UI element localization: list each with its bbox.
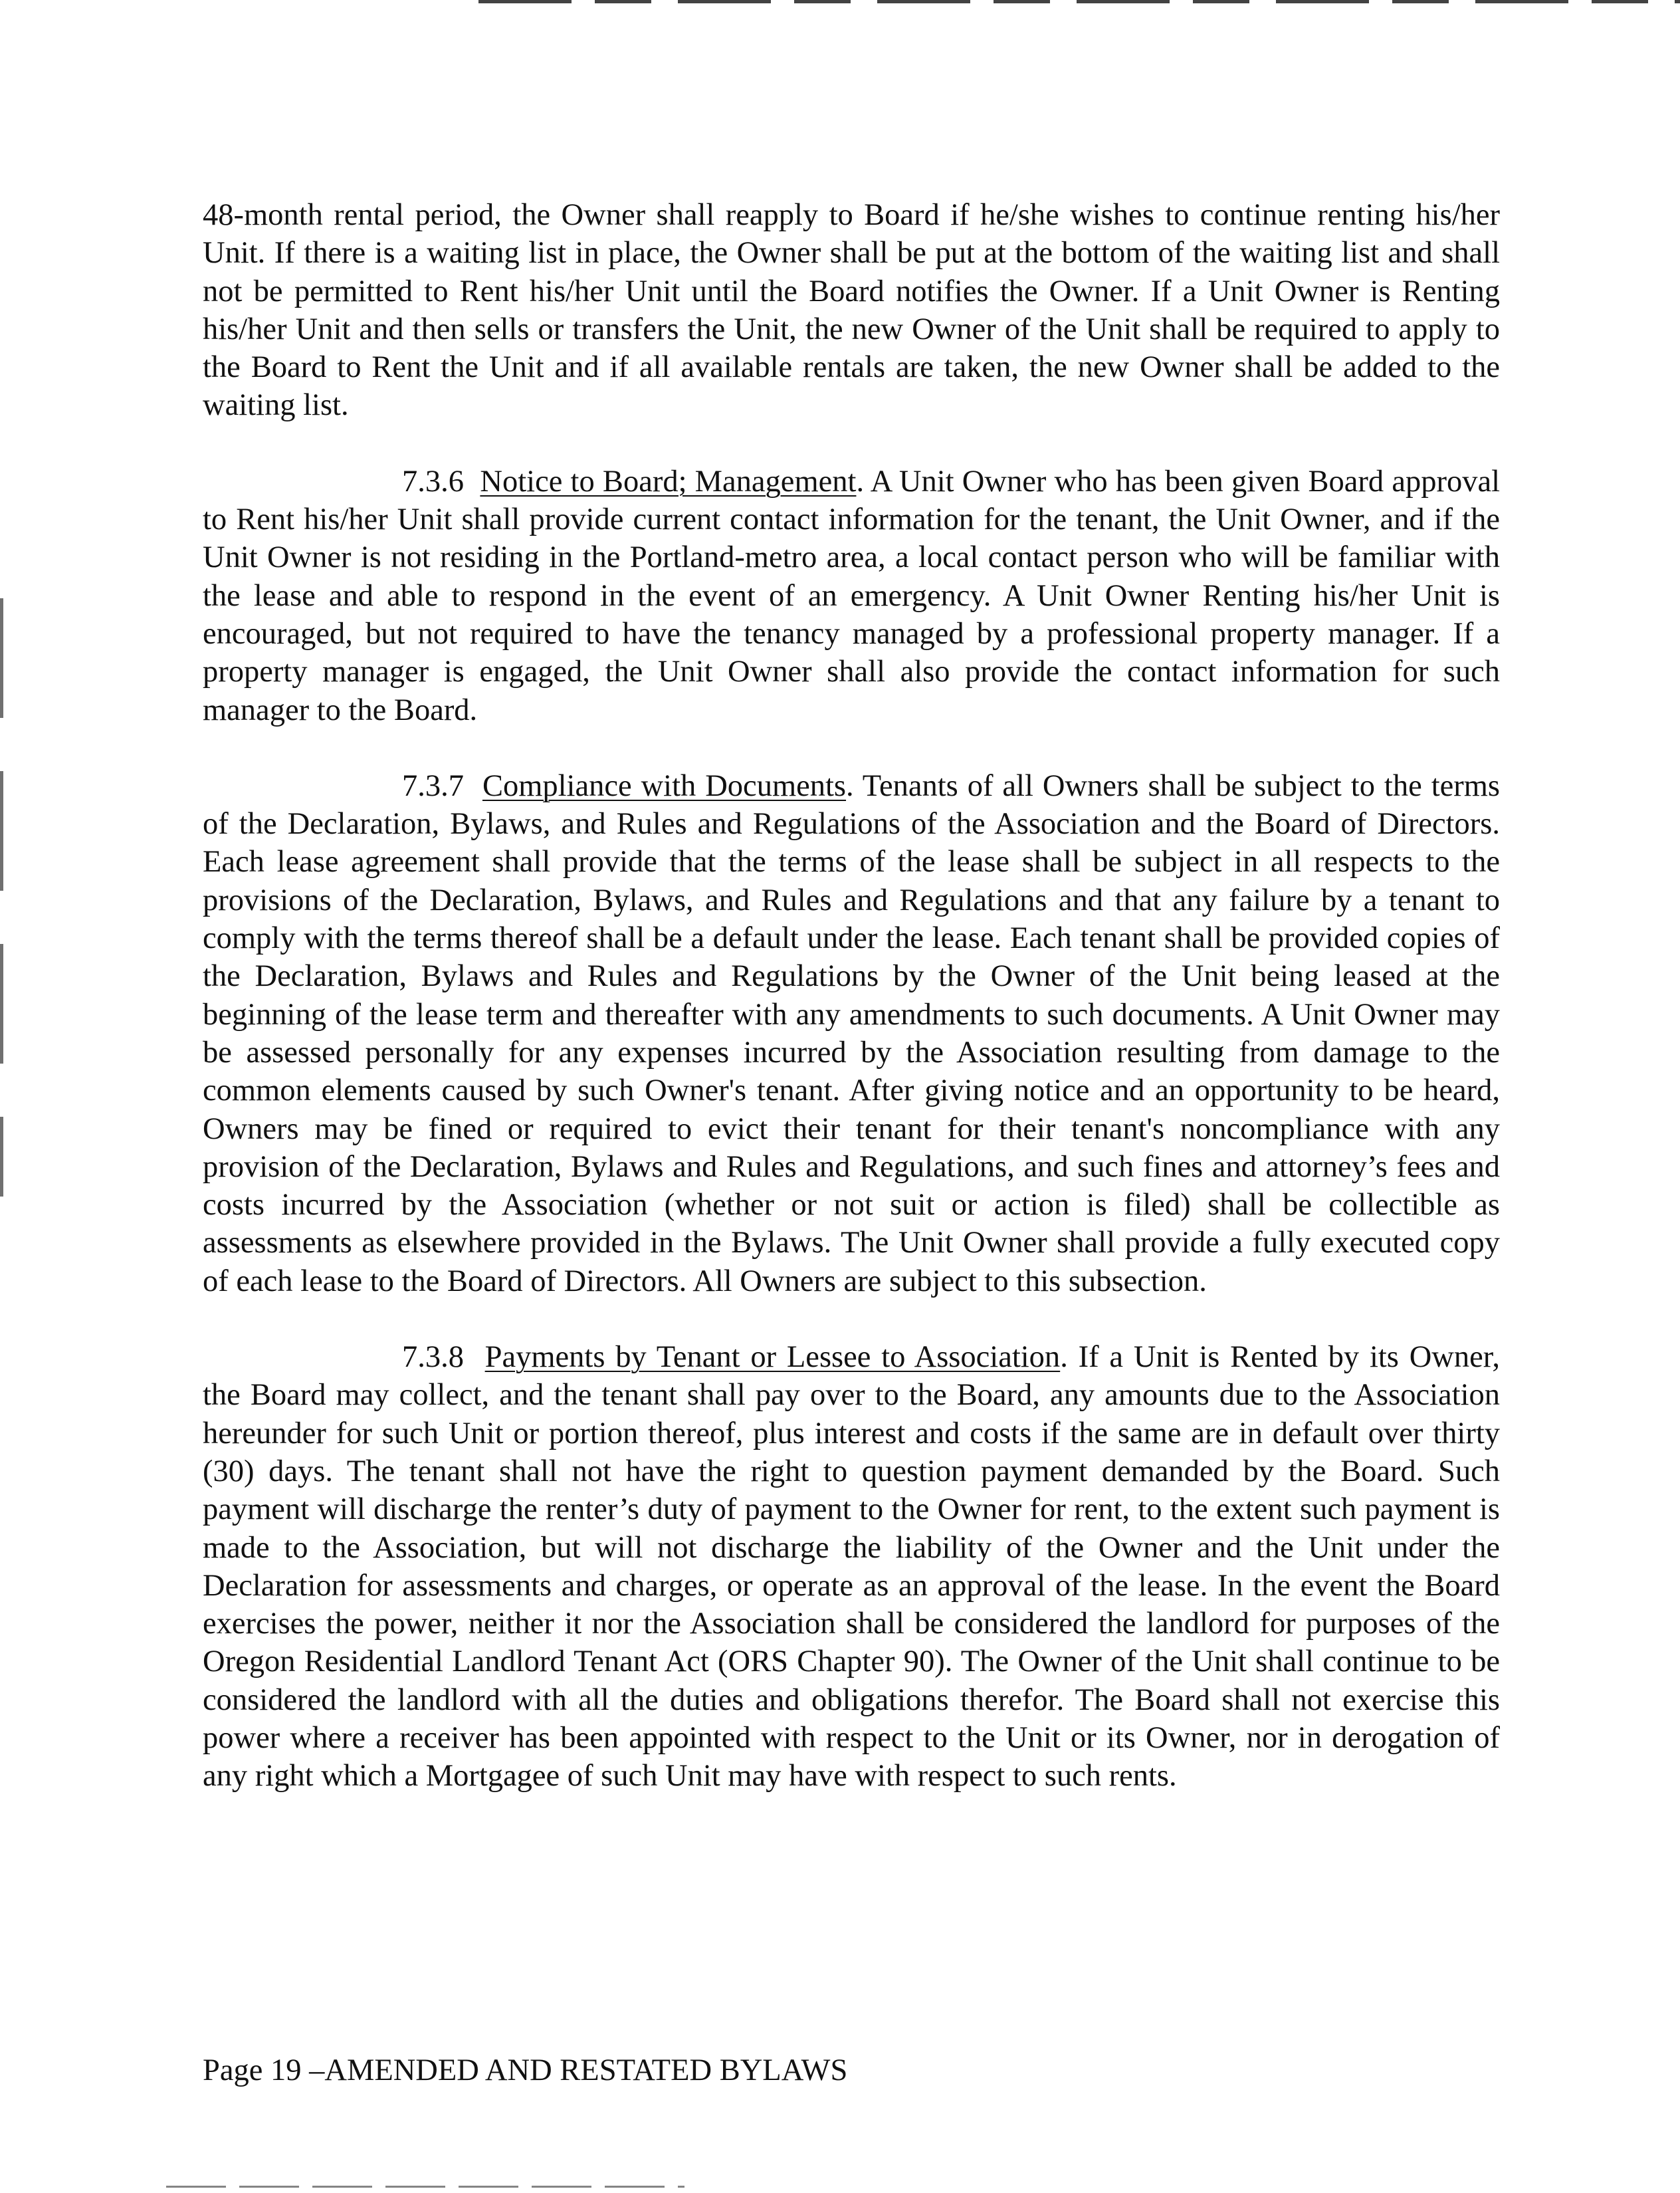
paragraph-continuation: 48-month rental period, the Owner shall reapply to Board if he/she wishes to continue renting his/her Unit. If there is a waiting list in place, the Owner shall be put at the bottom of the waiting list and shall not be permitted to Rent his/her Unit until the Board notifies the Owner. If a Unit Owner is Renting his/her Unit and then sells or transfers the Unit, the new Owner of the Unit shall be required to apply to the Board to Rent the Unit and if all available rentals are taken, the new Owner shall be added to the waiting list. xyxy=(203,198,1500,423)
section-7-3-7 xyxy=(203,767,1500,1300)
section-number: 7.3.7 xyxy=(402,768,464,803)
page-footer: Page 19 –AMENDED AND RESTATED BYLAWS xyxy=(203,2053,848,2087)
scan-artifact-bottom xyxy=(166,2186,684,2188)
section-body: . Tenants of all Owners shall be subject to the terms of the Declaration, Bylaws, and Rules and Regulations of the Association and the Board of Directors. Each lease agreement shall provide that the terms of the lease shall be subject in all respects to the provisions of the Declaration, Bylaws, and Rules and Regulations and that any failure by a tenant to comply with the terms thereof shall be a default under the lease. Each tenant shall be provided copies of the Declaration, Bylaws and Rules and Regulations by the Owner of the Unit being leased at the beginning of the lease term and thereafter with any amendments to such documents. A Unit Owner may be assessed personally for any expenses incurred by the Association resulting from damage to the common elements caused by such Owner's tenant. After giving notice and an opportunity to be heard, Owners may be fined or required to evict their tenant for their tenant's noncompliance with any provision of the Declaration, Bylaws and Rules and Regulations, and such fines and attorney’s fees and costs incurred by the Association (whether or not suit or action is filed) shall be collectible as assessments as elsewhere provided in the Bylaws. The Unit Owner shall provide a fully executed copy of each lease to the Board of Directors. All Owners are subject to this subsection. xyxy=(203,768,1500,1298)
scan-artifact-left xyxy=(0,598,3,1197)
document-body xyxy=(203,196,1500,1795)
section-number: 7.3.6 xyxy=(402,464,464,499)
section-heading: Notice to Board; Management xyxy=(480,464,857,499)
section-body: . A Unit Owner who has been given Board approval to Rent his/her Unit shall provide current contact information for the tenant, the Unit Owner, and if the Unit Owner is not residing in the Portland-metro area, a local contact person who will be familiar with the lease and able to respond in the event of an emergency. A Unit Owner Renting his/her Unit is encouraged, but not required to have the tenancy managed by a professional property manager. If a property manager is engaged, the Unit Owner shall also provide the contact information for such manager to the Board. xyxy=(203,464,1500,727)
section-number: 7.3.8 xyxy=(402,1340,464,1375)
section-heading: Compliance with Documents xyxy=(482,768,847,803)
section-7-3-6 xyxy=(203,463,1500,729)
section-heading: Payments by Tenant or Lessee to Association xyxy=(484,1340,1061,1375)
section-body: . If a Unit is Rented by its Owner, the Board may collect, and the tenant shall pay over to the Board, any amounts due to the Association hereunder for such Unit or portion thereof, plus interest and costs if the same are in default over thirty (30) days. The tenant shall not have the right to question payment demanded by the Board. Such payment will discharge the renter’s duty of payment to the Owner for rent, to the extent such payment is made to the Association, but will not discharge the liability of the Owner and the Unit under the Declaration for assessments and charges, or operate as an approval of the lease. In the event the Board exercises the power, neither it nor the Association shall be considered the landlord for purposes of the Oregon Residential Landlord Tenant Act (ORS Chapter 90). The Owner of the Unit shall continue to be considered the landlord with all the duties and obligations therefor. The Board shall not exercise this power where a receiver has been appointed with respect to the Unit or its Owner, nor in derogation of any right which a Mortgagee of such Unit may have with respect to such rents. xyxy=(203,1340,1500,1793)
section-7-3-8 xyxy=(203,1338,1500,1795)
scan-artifact-top xyxy=(478,0,1680,3)
